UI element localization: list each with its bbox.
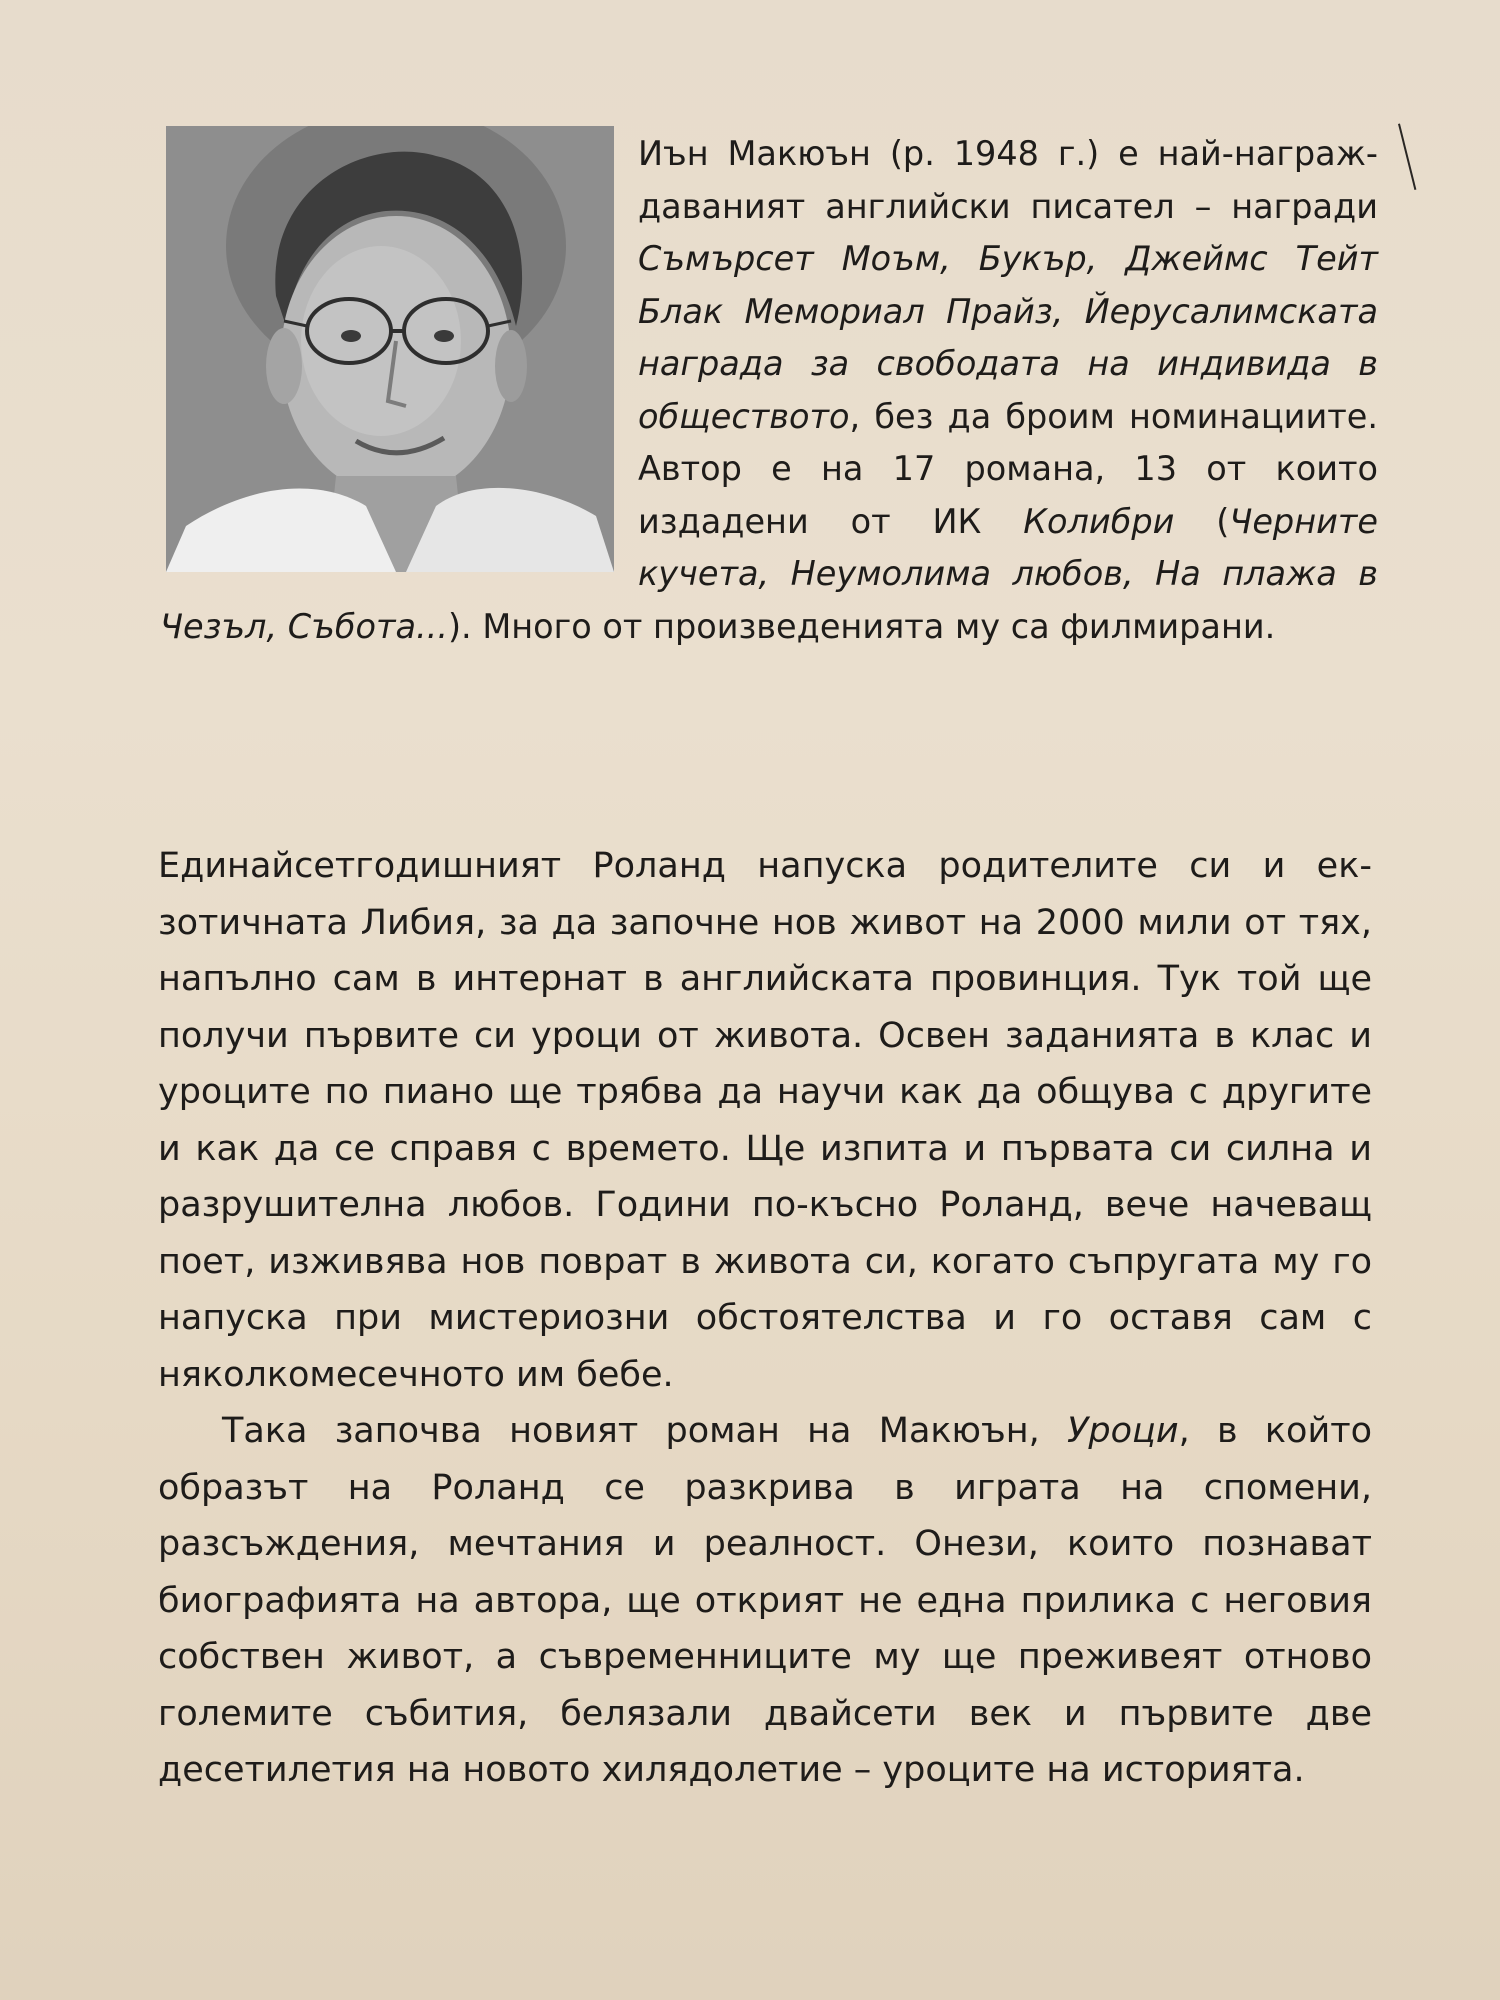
- description-paragraph-2-start: Така започва новият роман на Макюън,: [222, 1411, 1068, 1451]
- photo-text-wrap-spacer: [160, 128, 638, 580]
- author-awards: Съмърсет Моъм, Букър, Джеймс Тейт Блак Мемориал Прайз, Йерусалимската награда за свободата на индивида в обществото: [638, 239, 1378, 436]
- book-description: [158, 838, 1372, 1799]
- description-paragraph-2-end: , в който образът на Роланд се разкрива в играта на спомени, разсъждения, мечтания и реалност. Онези, които познават биографията на автора, ще открият не една прилика с неговия собствен живот, а съвременниците му ще преживеят отново големите събития, белязали двайсети век и първите две десетилетия на новото хилядолетие – уроците на историята.: [158, 1411, 1373, 1790]
- description-paragraph-2: [158, 1403, 1372, 1799]
- author-bio-text-1: Иън Макюън (р. 1948 г.) е най-награждаваният английски писател – награди: [638, 134, 1378, 226]
- novel-title: Уроци: [1067, 1411, 1179, 1451]
- author-bio-text-3: (: [1174, 501, 1230, 541]
- description-paragraph-1: Единайсетгодишният Роланд напуска родителите си и екзотичната Либия, за да започне нов живот на 2000 мили от тях, напълно сам в интернат в английската провинция. Тук той ще получи първите си уроци от живота. Освен заданията в клас и уроците по пиано ще трябва да научи как да общува с другите и как да се справя с времето. Ще изпита и първата си силна и разрушителна любов. Години по-късно Роланд, вече начеващ поет, изживява нов поврат в живота си, когато съпругата му го напуска при мистериозни обстоятелства и го оставя сам с няколкомесечното им бебе.: [158, 846, 1372, 1395]
- author-bio-text-2: , без да броим номинациите. Автор е на 17 романа, 13 от които издадени от ИК: [638, 396, 1378, 541]
- publisher-name: Колибри: [1023, 501, 1175, 541]
- author-bio-text-4: ). Много от произведенията му са филмирани.: [447, 606, 1276, 646]
- author-bio: [160, 128, 1378, 653]
- pencil-mark: [1398, 124, 1416, 190]
- book-titles: Черните кучета, Неумолима любов, На плажа в Чезъл, Събота...: [160, 501, 1378, 646]
